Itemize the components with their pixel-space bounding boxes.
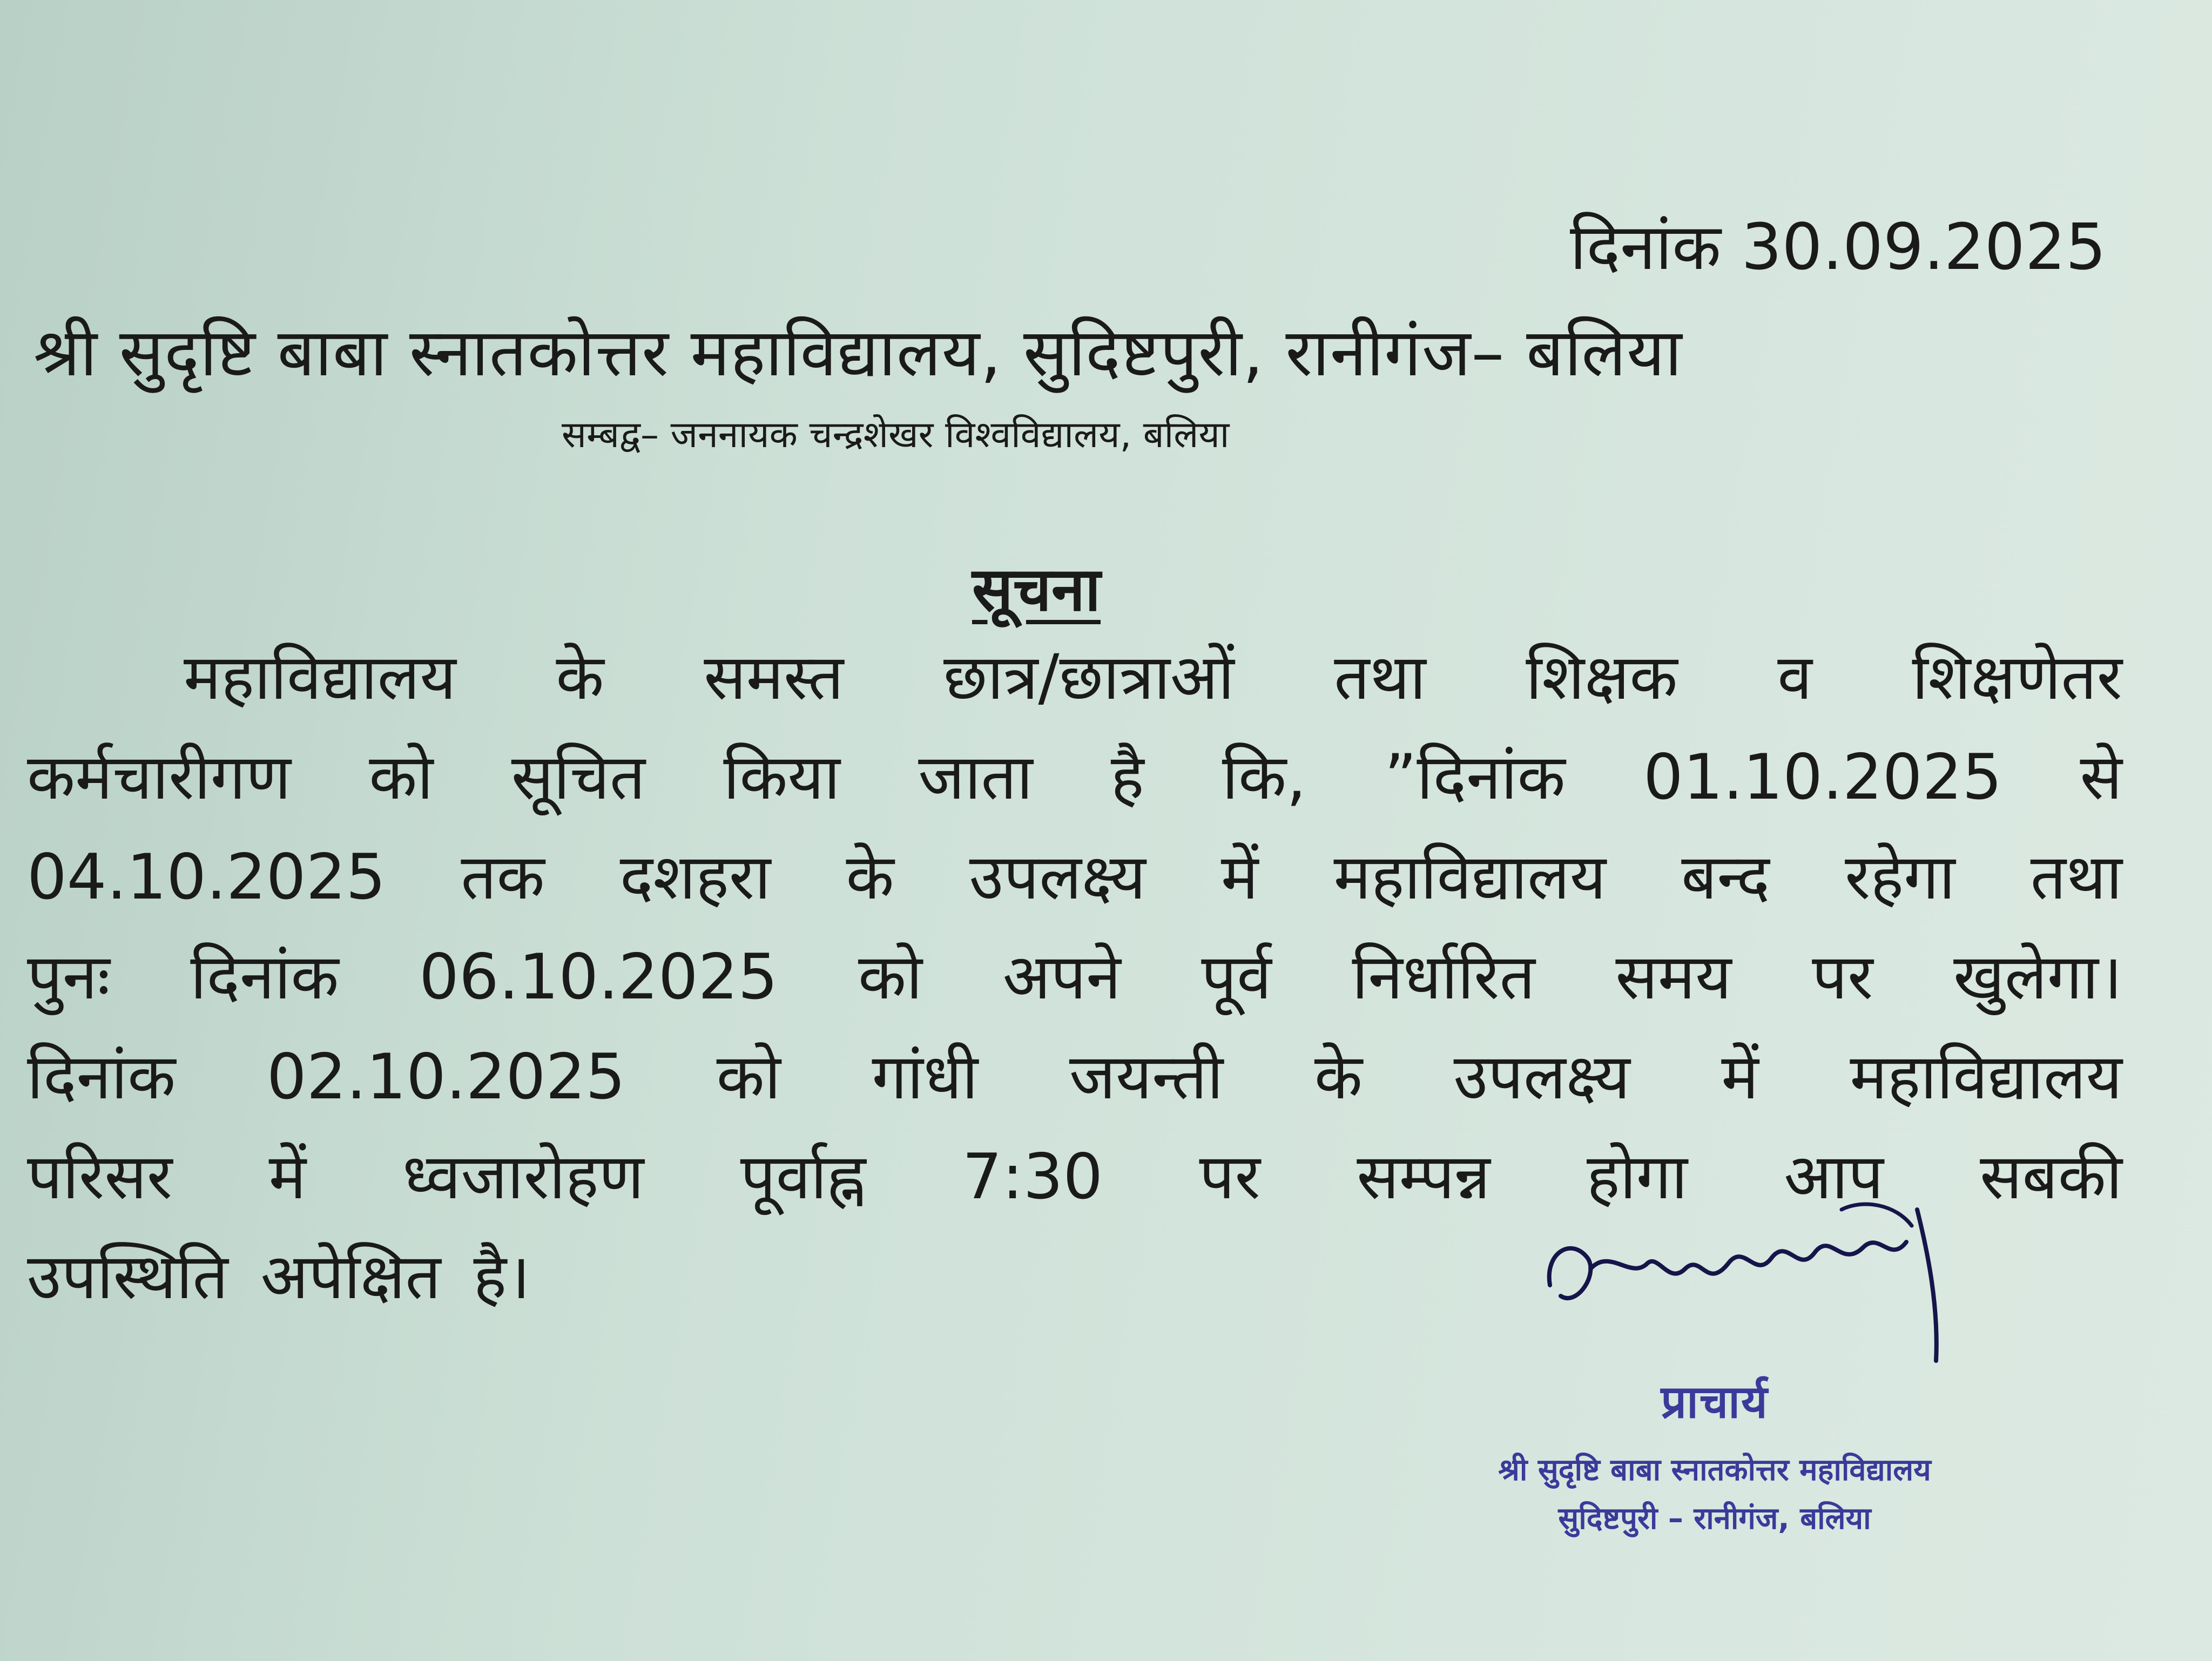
body-word: समस्त: [704, 641, 844, 714]
body-word: अपेक्षित: [260, 1240, 441, 1313]
body-word: में: [1721, 1041, 1759, 1113]
body-word: पूर्वाह्न: [740, 1140, 866, 1213]
body-word: ध्वजारोहण: [402, 1140, 644, 1213]
body-word: महाविद्यालय: [184, 641, 456, 714]
stamp-title: प्राचार्य: [1661, 1375, 1769, 1428]
body-word: खुलेगा।: [1953, 941, 2122, 1014]
body-word: महाविद्यालय: [1850, 1041, 2122, 1113]
body-word: निर्धारित: [1352, 941, 1535, 1014]
body-word: गांधी: [872, 1041, 979, 1113]
college-name: श्री सुदृष्टि बाबा स्नातकोत्तर महाविद्यालय, सुदिष्टपुरी, रानीगंज– बलिया: [33, 314, 1683, 391]
body-word: तथा: [1334, 641, 1426, 714]
body-word: होगा: [1586, 1140, 1688, 1213]
body-word: शिक्षक: [1526, 641, 1678, 714]
body-word: 01.10.2025: [1643, 741, 2002, 814]
body-word: समय: [1615, 941, 1732, 1014]
body-word: उपलक्ष्य: [1453, 1041, 1630, 1113]
body-word: में: [1220, 841, 1259, 914]
body-word: पुनः: [27, 941, 110, 1014]
body-word: रहेगा: [1845, 841, 1955, 914]
body-line: [27, 632, 2122, 732]
body-word: तक: [461, 841, 545, 914]
body-word: आप: [1784, 1140, 1884, 1213]
body-word: को: [716, 1041, 781, 1113]
body-word: में: [268, 1140, 306, 1213]
body-word: ”दिनांक: [1384, 741, 1566, 814]
body-word: महाविद्यालय: [1333, 841, 1607, 914]
body-word: जाता: [918, 741, 1033, 814]
body-word: जयन्ती: [1069, 1041, 1224, 1113]
affiliation-line: सम्बद्व– जननायक चन्द्रशेखर विश्वविद्यालय, बलिया: [562, 414, 1230, 456]
body-word: व: [1777, 641, 1812, 714]
stamp-college-name: श्री सुदृष्टि बाबा स्नातकोत्तर महाविद्यालय: [1498, 1453, 1931, 1488]
body-word: किया: [723, 741, 840, 814]
body-word: पूर्व: [1201, 941, 1272, 1014]
body-word: शिक्षणेतर: [1912, 641, 2122, 714]
body-word: से: [2080, 741, 2122, 814]
body-word: दिनांक: [27, 1041, 176, 1113]
notice-heading: सूचना: [972, 555, 1101, 625]
body-line: [27, 832, 2122, 931]
body-word: परिसर: [27, 1140, 173, 1213]
body-word: बन्द: [1681, 841, 1770, 914]
body-word: 04.10.2025: [27, 841, 386, 914]
stamp-address: सुदिष्टपुरी – रानीगंज, बलिया: [1558, 1501, 1871, 1536]
body-word: सूचित: [511, 741, 645, 814]
body-word: सबकी: [1980, 1140, 2122, 1213]
body-line: [27, 732, 2122, 832]
body-word: पर: [1199, 1140, 1260, 1213]
body-word: 02.10.2025: [266, 1041, 625, 1113]
body-word: छात्र/छात्राओं: [943, 641, 1235, 714]
body-word: है।: [473, 1240, 531, 1313]
body-word: कर्मचारीगण: [27, 741, 291, 814]
body-word: दिनांक: [190, 941, 339, 1014]
body-line: [27, 1031, 2122, 1131]
body-word: तथा: [2030, 841, 2122, 914]
body-word: के: [846, 841, 894, 914]
handwritten-signature: [1539, 1188, 1971, 1366]
body-word: कि,: [1222, 741, 1306, 814]
body-word: के: [556, 641, 604, 714]
body-word: उपलक्ष्य: [969, 841, 1146, 914]
principal-stamp: [1404, 1369, 2025, 1543]
body-word: उपस्थिति: [27, 1240, 228, 1313]
body-word: पर: [1812, 941, 1873, 1014]
body-word: को: [858, 941, 923, 1014]
body-word: अपने: [1002, 941, 1121, 1014]
body-word: 7:30: [962, 1140, 1103, 1213]
body-word: दशहरा: [619, 841, 771, 914]
notice-date: दिनांक 30.09.2025: [1569, 210, 2106, 284]
body-word: को: [369, 741, 434, 814]
body-word: 06.10.2025: [419, 941, 778, 1014]
body-word: है: [1110, 741, 1144, 814]
body-line: [27, 931, 2122, 1031]
body-word: सम्पन्न: [1357, 1140, 1491, 1213]
body-word: के: [1314, 1041, 1363, 1113]
